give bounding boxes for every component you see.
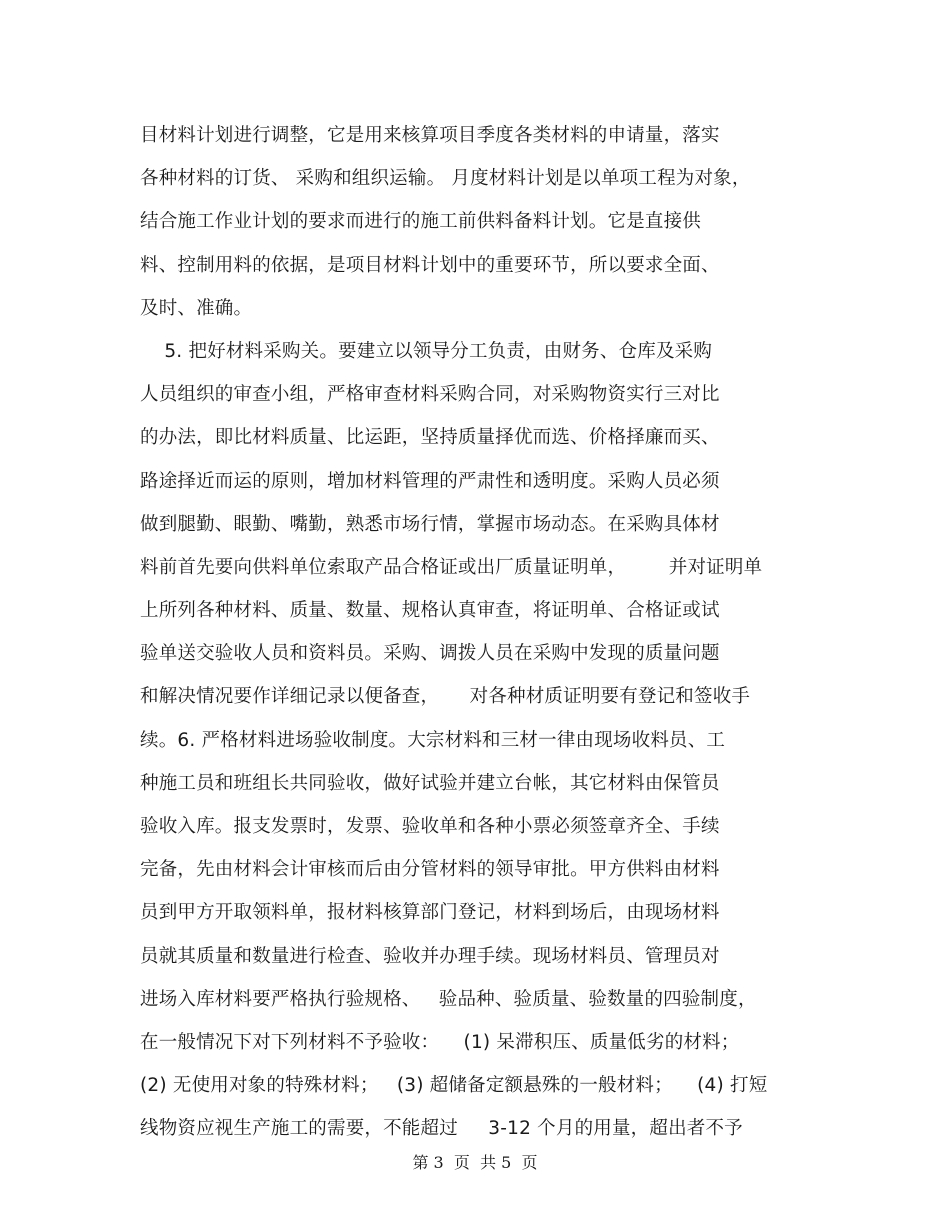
text-line: 的办法，即比材料质量、比运距，坚持质量择优而选、价格择廉而买、 <box>140 427 720 449</box>
text-line: 目材料计划进行调整，它是用来核算项目季度各类材料的申请量，落实 <box>140 125 720 146</box>
text-line: 做到腿勤、眼勤、嘴勤，熟悉市场行情，掌握市场动态。在采购具体材 <box>140 513 720 535</box>
text-line: 人员组织的审查小组，严格审查材料采购合同，对采购物资实行三对比 <box>140 384 720 406</box>
text-line: 进场入库材料要严格执行验规格、 验品种、验质量、验数量的四验制度， <box>140 988 757 1010</box>
text-line: 员就其质量和数量进行检查、验收并办理手续。现场材料员、管理员对 <box>140 945 720 967</box>
text-line: 上所列各种材料、质量、数量、规格认真审查，将证明单、合格证或试 <box>140 600 720 622</box>
text-line: 结合施工作业计划的要求而进行的施工前供料备料计划。它是直接供 <box>140 211 702 233</box>
text-line: 员到甲方开取领料单，报材料核算部门登记，材料到场后，由现场材料 <box>140 902 720 924</box>
text-line: 料、控制用料的依据，是项目材料计划中的重要环节，所以要求全面、 <box>140 254 720 276</box>
body-text <box>140 114 820 1151</box>
text-line: 及时、准确。 <box>140 297 253 319</box>
text-line: 续。6. 严格材料进场验收制度。大宗材料和三材一律由现场收料员、工 <box>140 729 726 751</box>
text-line: (2) 无使用对象的特殊材料； (3) 超储备定额悬殊的一般材料； (4) 打短 <box>140 1075 768 1097</box>
text-line: 验收入库。报支发票时，发票、验收单和各种小票必须签章齐全、手续 <box>140 816 720 837</box>
text-line: 5. 把好材料采购关。要建立以领导分工负责，由财务、仓库及采购 <box>140 340 713 362</box>
text-line: 料前首先要向供料单位索取产品合格证或出厂质量证明单， 并对证明单 <box>140 556 763 578</box>
text-line: 种施工员和班组长共同验收，做好试验并建立台帐，其它材料由保管员 <box>140 772 720 794</box>
text-line: 路途择近而运的原则，增加材料管理的严肃性和透明度。采购人员必须 <box>140 470 720 492</box>
text-line: 验单送交验收人员和资料员。采购、调拨人员在采购中发现的质量问题 <box>140 643 720 665</box>
page-number-footer: 第 3 页 共 5 页 <box>412 1153 538 1172</box>
text-line: 在一般情况下对下列材料不予验收： (1) 呆滞积压、质量低劣的材料； <box>140 1031 740 1053</box>
text-line: 线物资应视生产施工的需要，不能超过 3-12 个月的用量，超出者不予 <box>140 1118 743 1140</box>
text-line: 和解决情况要作详细记录以便备查， 对各种材质证明要有登记和签收手 <box>140 686 751 708</box>
text-line: 完备，先由材料会计审核而后由分管材料的领导审批。甲方供料由材料 <box>140 859 720 881</box>
text-line: 各种材料的订货、 采购和组织运输。 月度材料计划是以单项工程为对象， <box>140 168 751 190</box>
